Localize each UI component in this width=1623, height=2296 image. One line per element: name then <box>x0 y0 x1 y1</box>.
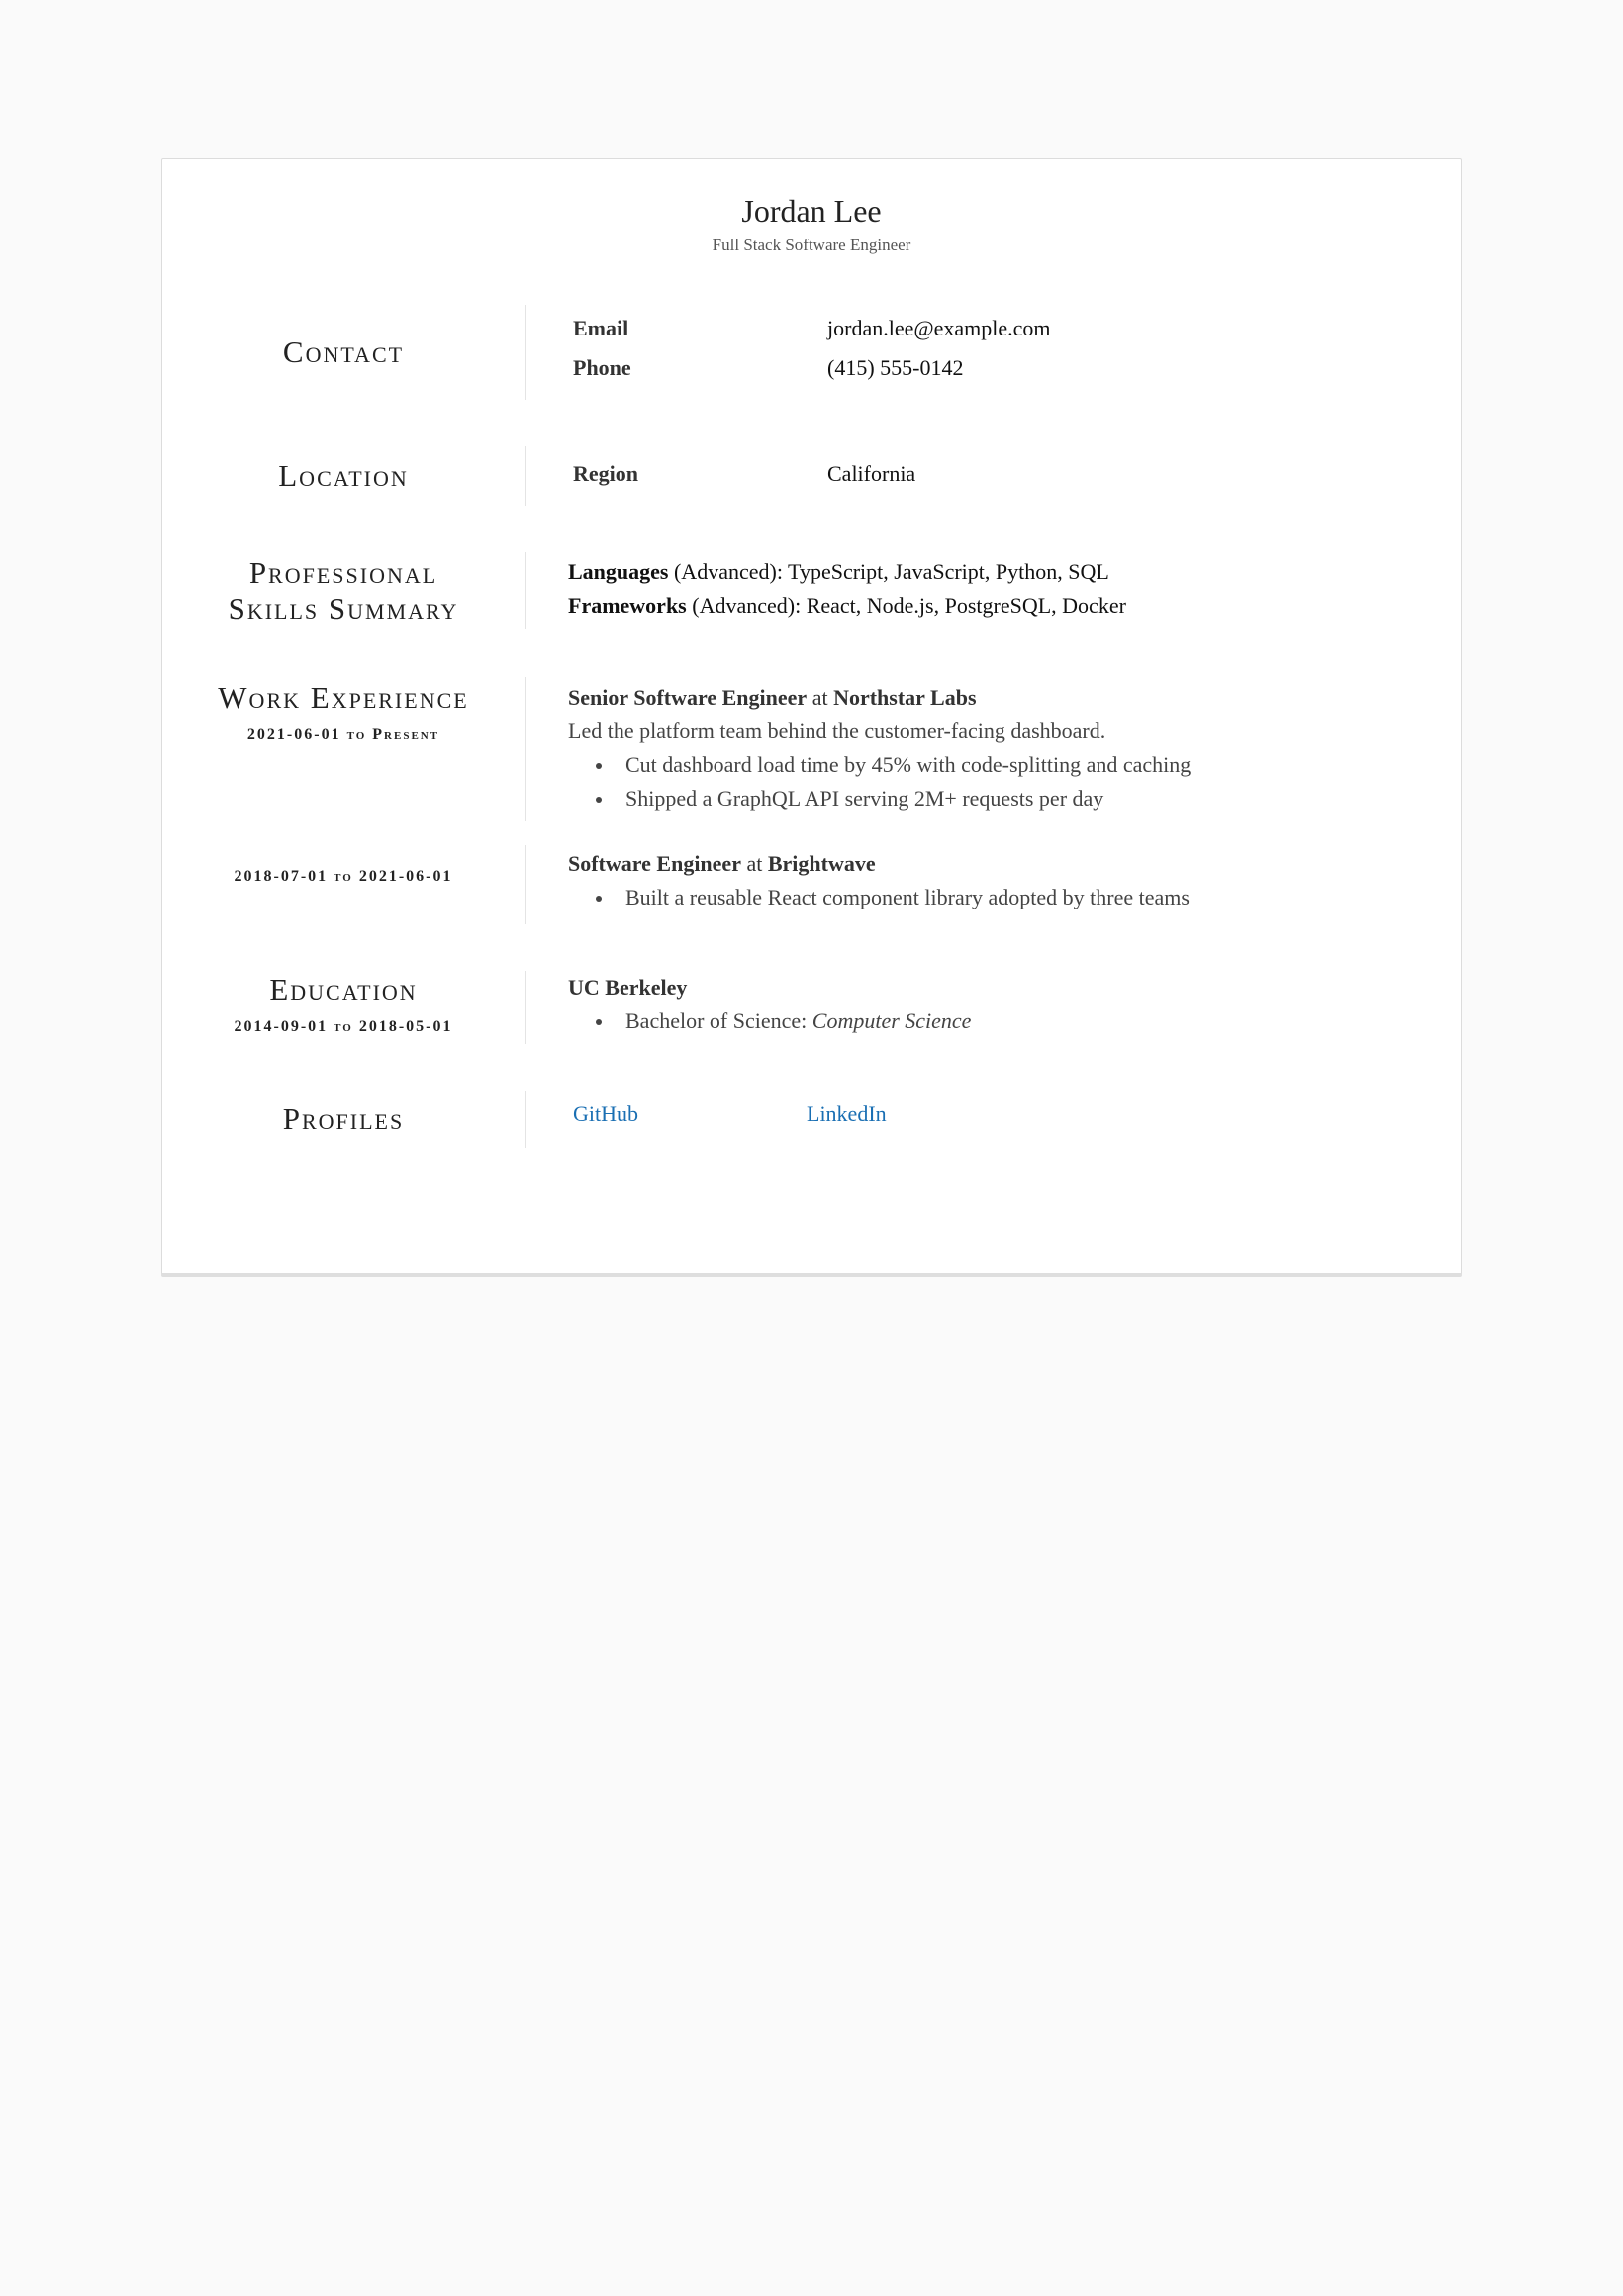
institution-name: UC Berkeley <box>568 975 688 1000</box>
work-section-job-2 <box>162 845 1461 924</box>
skill-name: Languages <box>568 559 669 584</box>
location-heading: Location <box>278 458 409 493</box>
phone-value: (415) 555-0142 <box>827 355 964 380</box>
region-row <box>570 454 1461 494</box>
work-heading: Work Experience <box>218 680 469 715</box>
job-date-separator: to <box>334 868 353 885</box>
candidate-tagline: Full Stack Software Engineer <box>712 236 911 254</box>
email-label: Email <box>573 316 629 340</box>
job-start-date: 2018-07-01 <box>234 868 329 885</box>
job-end-date: Present <box>372 726 440 743</box>
work-section <box>162 677 1461 821</box>
education-start-date: 2014-09-01 <box>234 1018 329 1035</box>
region-value: California <box>827 461 916 486</box>
highlight-item: Cut dashboard load time by 45% with code-splitting and caching <box>596 748 1461 782</box>
job-at: at <box>740 851 768 876</box>
job-company: Brightwave <box>767 851 876 876</box>
skills-heading-line1: Professional <box>248 555 438 590</box>
job-position: Software Engineer <box>568 851 741 876</box>
phone-label: Phone <box>573 355 631 380</box>
degree-type: Bachelor of Science: <box>625 1008 812 1033</box>
job-position: Senior Software Engineer <box>568 685 808 710</box>
skill-level: (Advanced): <box>668 559 789 584</box>
job-end-date: 2021-06-01 <box>358 868 453 885</box>
job-date-separator: to <box>346 726 367 743</box>
email-row <box>570 309 1461 348</box>
job-highlights <box>568 748 1461 815</box>
skill-item <box>568 555 1461 589</box>
skills-heading-line2: Skills Summary <box>228 591 459 625</box>
phone-row <box>570 348 1461 388</box>
resume-page <box>161 158 1462 1277</box>
job-dates <box>247 725 439 745</box>
resume-header <box>162 159 1461 256</box>
education-date-separator: to <box>334 1018 353 1035</box>
contact-section <box>162 305 1461 400</box>
job-company: Northstar Labs <box>833 685 977 710</box>
skill-keywords: React, Node.js, PostgreSQL, Docker <box>806 593 1126 618</box>
education-end-date: 2018-05-01 <box>358 1018 453 1035</box>
location-section <box>162 446 1461 506</box>
education-section <box>162 971 1461 1044</box>
job-title <box>568 681 1461 715</box>
degree-item <box>596 1004 1461 1038</box>
highlight-item: Shipped a GraphQL API serving 2M+ requests per day <box>596 782 1461 815</box>
skill-item <box>568 589 1461 622</box>
degree-area: Computer Science <box>812 1008 972 1033</box>
contact-heading: Contact <box>282 335 405 369</box>
profiles-heading: Profiles <box>282 1101 405 1136</box>
skill-name: Frameworks <box>568 593 687 618</box>
candidate-name: Jordan Lee <box>741 193 882 229</box>
job-dates <box>234 867 452 887</box>
skill-keywords: TypeScript, JavaScript, Python, SQL <box>788 559 1109 584</box>
job-start-date: 2021-06-01 <box>246 726 341 743</box>
profile-links <box>570 1095 1461 1134</box>
job-title <box>568 847 1461 881</box>
job-highlights <box>568 881 1461 914</box>
education-heading: Education <box>269 972 418 1006</box>
education-details <box>568 1004 1461 1038</box>
job-summary: Led the platform team behind the customer-facing dashboard. <box>568 718 1106 743</box>
profiles-section <box>162 1091 1461 1148</box>
education-dates <box>234 1017 452 1037</box>
skill-level: (Advanced): <box>686 593 807 618</box>
skills-section <box>162 552 1461 629</box>
linkedin-link[interactable]: LinkedIn <box>807 1101 887 1126</box>
region-label: Region <box>573 461 638 486</box>
github-link[interactable]: GitHub <box>573 1101 638 1126</box>
highlight-item: Built a reusable React component library adopted by three teams <box>596 881 1461 914</box>
email-link[interactable]: jordan.lee@example.com <box>827 316 1051 340</box>
education-institution <box>568 971 1461 1004</box>
job-at: at <box>807 685 834 710</box>
